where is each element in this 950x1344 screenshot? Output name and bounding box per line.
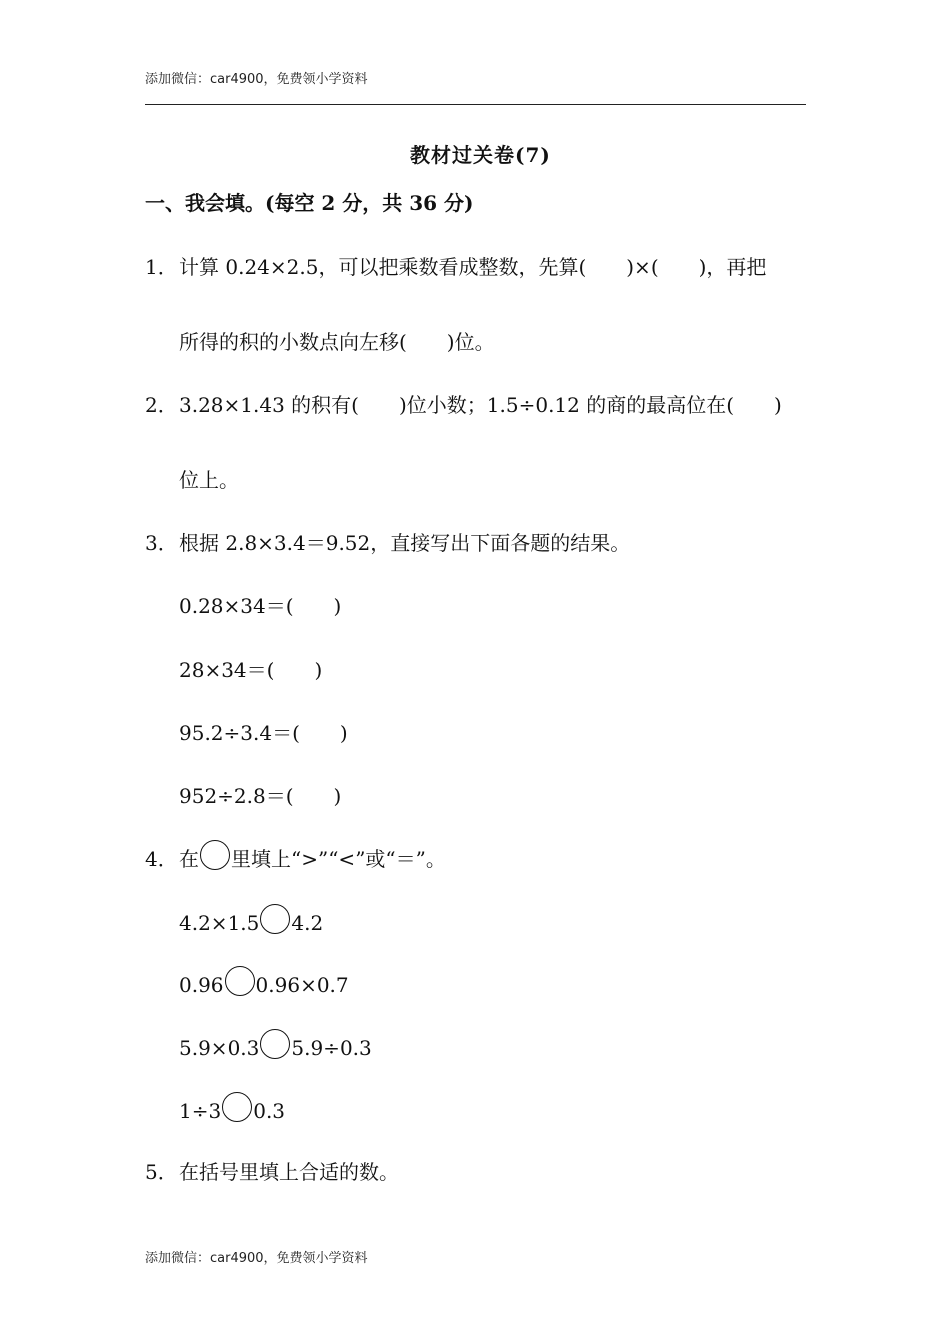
question-number: 5． xyxy=(145,1160,178,1184)
question-text: 在括号里填上合适的数。 xyxy=(179,1160,399,1184)
header-note: 添加微信：car4900，免费领小学资料 xyxy=(145,72,368,87)
q3-item-1: 0.28×34＝( ) xyxy=(179,594,342,618)
question-number: 1． xyxy=(145,255,178,279)
answer-circle-input[interactable] xyxy=(225,966,255,996)
expr-left: 4.2×1.5 xyxy=(179,911,260,935)
question-text-post: 里填上“>”“<”或“＝”。 xyxy=(231,847,446,871)
q3-item-2: 28×34＝( ) xyxy=(179,658,323,682)
answer-circle-input[interactable] xyxy=(260,1029,290,1059)
expr-right: 0.96×0.7 xyxy=(255,973,349,997)
expr-right: 4.2 xyxy=(291,911,324,935)
question-5 xyxy=(145,1156,399,1185)
q3-item-3: 95.2÷3.4＝( ) xyxy=(179,721,348,745)
question-1-continuation: 所得的积的小数点向左移( )位。 xyxy=(179,330,495,354)
question-number: 2． xyxy=(145,393,178,417)
question-text-pre: 在 xyxy=(179,847,199,871)
answer-circle-input[interactable] xyxy=(222,1092,252,1122)
expr-left: 5.9×0.3 xyxy=(179,1036,260,1060)
expr-right: 5.9÷0.3 xyxy=(291,1036,372,1060)
q4-item-2 xyxy=(179,966,349,997)
footer-note: 添加微信：car4900，免费领小学资料 xyxy=(145,1251,368,1266)
comparison-circle-icon xyxy=(200,840,230,870)
header-divider xyxy=(145,104,806,105)
q4-item-4 xyxy=(179,1092,285,1123)
q3-item-4: 952÷2.8＝( ) xyxy=(179,784,342,808)
expr-left: 1÷3 xyxy=(179,1099,222,1123)
answer-circle-input[interactable] xyxy=(260,904,290,934)
question-2 xyxy=(145,389,782,418)
question-number: 3． xyxy=(145,531,178,555)
section-heading: 一、我会填。(每空 2 分，共 36 分) xyxy=(145,191,474,215)
question-3 xyxy=(145,527,630,556)
expr-right: 0.3 xyxy=(253,1099,286,1123)
question-number: 4． xyxy=(145,847,178,871)
question-1 xyxy=(145,251,766,280)
question-2-continuation: 位上。 xyxy=(179,468,239,492)
page-title: 教材过关卷(7) xyxy=(410,143,551,167)
question-4 xyxy=(145,840,446,872)
question-text: 计算 0.24×2.5，可以把乘数看成整数，先算( )×( )，再把 xyxy=(179,255,767,279)
q4-item-1 xyxy=(179,904,323,935)
question-text: 根据 2.8×3.4＝9.52，直接写出下面各题的结果。 xyxy=(179,531,631,555)
question-text: 3.28×1.43 的积有( )位小数；1.5÷0.12 的商的最高位在( ) xyxy=(179,393,782,417)
q4-item-3 xyxy=(179,1029,372,1060)
expr-left: 0.96 xyxy=(179,973,224,997)
